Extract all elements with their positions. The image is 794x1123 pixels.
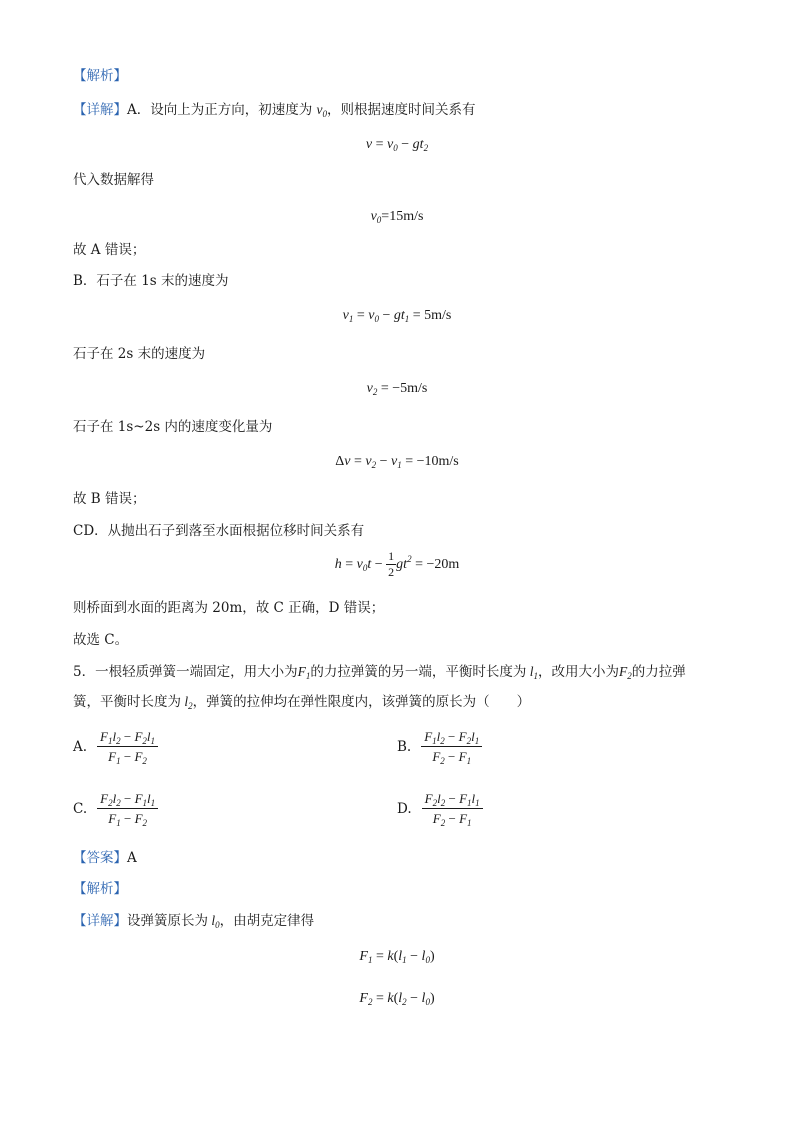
option-a-formula: $\frac{F_1l_2 - F_2l_1}{F_1 - F_2}$ (97, 728, 158, 765)
analysis-heading: 【解析】 (73, 68, 127, 84)
answer-tag: 【答案】 (73, 850, 127, 866)
q5-text-e: 簧，平衡时长度为 (73, 694, 181, 710)
question5-line2 (73, 692, 530, 712)
one-half-fraction: $\frac{1}{2}$ (388, 549, 395, 580)
option-b-label: B. (397, 738, 412, 755)
answer-detail-tag: 【详解】 (73, 913, 127, 929)
answer-detail-line (73, 911, 314, 931)
question5-line1 (73, 662, 686, 682)
equation-v1: $v_1 = v_0 - gt_1 = 5m/s$ (342, 308, 452, 324)
equation-v2: $v_2 = -5m/s$ (366, 381, 428, 397)
line-a-tail: ，则根据速度时间关系有 (327, 102, 476, 118)
v1-value: = 5m/s (409, 308, 452, 323)
l2-symbol: $l_2$ (181, 694, 193, 711)
answer-analysis-heading: 【解析】 (73, 881, 127, 897)
equation-hooke-2: $F_2 = k(l_2 - l_0)$ (359, 991, 435, 1007)
option-c[interactable] (73, 790, 158, 827)
dv-value: = −10m/s (401, 454, 459, 469)
option-c-formula: $\frac{F_2l_2 - F_1l_1}{F_1 - F_2}$ (97, 790, 158, 827)
v0-result-value: =15m/s (381, 209, 424, 224)
equation-velocity-time: $v = v_0 - gt_2$ (365, 137, 429, 153)
v0-symbol: $v_0$ (316, 102, 328, 119)
l1-symbol: $l_1$ (526, 664, 538, 681)
velocity-change-text: 石子在 1s~2s 内的速度变化量为 (73, 419, 273, 435)
q5-text-d: 的力拉弹 (631, 664, 686, 680)
option-a-label: A. (73, 738, 88, 755)
option-b[interactable] (397, 728, 482, 765)
equation-delta-v: $\Delta v = v_2 - v_1 = -10m/s$ (335, 454, 459, 470)
detail-line-a (73, 100, 476, 120)
option-d[interactable] (397, 790, 483, 827)
choose-text: 故选 C。 (73, 632, 129, 648)
q5-text-b: 的力拉弹簧的另一端，平衡时长度为 (310, 664, 527, 680)
answer-detail-b: ，由胡克定律得 (219, 913, 315, 929)
equation-v0-result: $v_0=15m/s$ (370, 209, 424, 225)
option-a[interactable] (73, 728, 158, 765)
equation-hooke-1: $F_1 = k(l_1 - l_0)$ (359, 949, 435, 965)
h-value: = −20m (411, 557, 460, 572)
option-c-label: C. (73, 800, 88, 817)
option-b-formula: $\frac{F_1l_2 - F_2l_1}{F_2 - F_1}$ (421, 728, 482, 765)
b-wrong: 故 B 错误； (73, 491, 146, 507)
line-cd: CD．从抛出石子到落至水面根据位移时间关系有 (73, 523, 365, 539)
detail-tag: 【详解】 (73, 102, 127, 118)
distance-text: 则桥面到水面的距离为 20m，故 C 正确，D 错误； (73, 600, 385, 616)
v2-value: = −5m/s (377, 381, 428, 396)
l0-symbol: $l_0$ (208, 913, 220, 930)
option-d-formula: $\frac{F_2l_2 - F_1l_1}{F_2 - F_1}$ (422, 790, 483, 827)
at-2s-text: 石子在 2s 末的速度为 (73, 346, 206, 362)
a-wrong: 故 A 错误； (73, 242, 146, 258)
f2-symbol: $F_2$ (618, 664, 632, 681)
answer-value: A (127, 850, 137, 866)
f1-symbol: $F_1$ (297, 664, 311, 681)
line-b: B．石子在 1s 末的速度为 (73, 273, 229, 289)
substitute-text: 代入数据解得 (73, 172, 154, 188)
answer-detail-a: 设弹簧原长为 (127, 913, 208, 929)
q5-text-f: ，弹簧的拉伸均在弹性限度内，该弹簧的原长为（ ） (192, 694, 531, 710)
q5-text-a: 5．一根轻质弹簧一端固定，用大小为 (73, 664, 298, 680)
q5-text-c: ，改用大小为 (537, 664, 619, 680)
equation-displacement: $h = v_0t$ − $\frac{1}{2}$ $gt^2 = -20m$ (334, 549, 460, 580)
line-a-text: A．设向上为正方向，初速度为 (127, 102, 313, 118)
option-d-label: D. (397, 800, 412, 817)
answer-line (73, 848, 137, 868)
